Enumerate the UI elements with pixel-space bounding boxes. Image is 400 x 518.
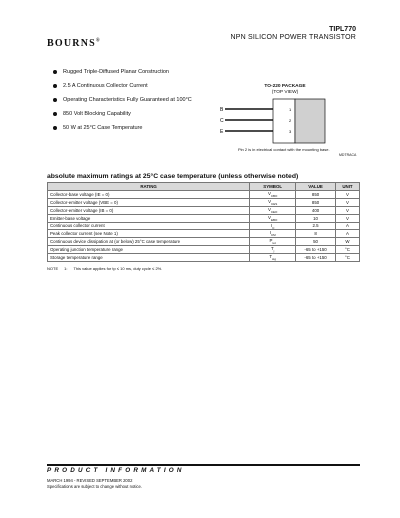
symbol-letter: V	[268, 198, 272, 204]
bullet-icon	[53, 70, 57, 74]
rating-cell: Operating junction temperature range	[48, 246, 250, 254]
package-diagram	[216, 96, 336, 146]
revision-date: MARCH 1994 - REVISED SEPTEMBER 2002	[47, 478, 133, 483]
feature-item	[53, 125, 203, 132]
part-number: TIPL770	[329, 26, 356, 33]
feature-item	[53, 83, 203, 90]
unit-cell: W	[336, 238, 360, 246]
value-cell: 10	[296, 214, 336, 222]
unit-cell: V	[336, 198, 360, 206]
table-row	[48, 214, 360, 222]
unit-cell: A	[336, 222, 360, 230]
table-row	[48, 222, 360, 230]
symbol-subscript: stg	[272, 256, 277, 261]
rating-cell: Peak collector current (see Note 1)	[48, 230, 250, 238]
symbol-cell	[250, 198, 296, 206]
logo-text: BOURNS	[47, 38, 96, 49]
symbol-cell	[250, 206, 296, 214]
feature-list	[53, 69, 203, 139]
table-row	[48, 238, 360, 246]
bourns-logo	[47, 38, 101, 49]
feature-item	[53, 69, 203, 76]
pin-number-3: 3	[289, 129, 292, 134]
drawing-code: MDTRACA	[339, 153, 357, 157]
package-body	[273, 99, 295, 143]
pin-number-2: 2	[289, 118, 292, 123]
symbol-subscript: j	[273, 249, 275, 253]
symbol-subscript: EBO	[270, 217, 278, 222]
value-cell: 850	[296, 198, 336, 206]
rating-cell: Collector-emitter voltage (IB = 0)	[48, 206, 250, 214]
package-title	[245, 84, 325, 96]
symbol-subscript: C	[272, 225, 275, 230]
symbol-cell	[250, 222, 296, 230]
part-description: NPN SILICON POWER TRANSISTOR	[230, 34, 356, 41]
package-view: (TOP VIEW)	[271, 90, 299, 95]
table-note	[47, 266, 168, 271]
unit-cell: V	[336, 206, 360, 214]
value-cell: 2.5	[296, 222, 336, 230]
symbol-letter: I	[270, 222, 273, 228]
table-row	[48, 246, 360, 254]
value-cell: 8	[296, 230, 336, 238]
registered-mark: ®	[95, 38, 101, 44]
unit-cell: °C	[336, 254, 360, 262]
value-cell: -65 to +150	[296, 246, 336, 254]
column-header-unit: UNIT	[336, 183, 360, 191]
unit-cell: A	[336, 230, 360, 238]
value-cell: -65 to +150	[296, 254, 336, 262]
symbol-subscript: CES	[271, 201, 278, 206]
value-cell: 50	[296, 238, 336, 246]
ratings-body	[48, 191, 360, 262]
rating-cell: Continuous collector current	[48, 222, 250, 230]
symbol-cell	[250, 191, 296, 199]
feature-text: 50 W at 25°C Case Temperature	[63, 125, 143, 131]
symbol-letter: T	[269, 254, 272, 259]
disclaimer: Specifications are subject to change without notice.	[47, 484, 142, 489]
unit-cell: °C	[336, 246, 360, 254]
value-cell: 400	[296, 206, 336, 214]
symbol-letter: P	[269, 238, 273, 244]
table-row	[48, 230, 360, 238]
symbol-letter: V	[267, 191, 271, 196]
rating-cell: Collector-emitter voltage (VBE = 0)	[48, 198, 250, 206]
bullet-icon	[53, 98, 57, 102]
mounting-tab	[295, 99, 325, 143]
column-header-rating: RATING	[48, 183, 250, 191]
package-note: Pin 2 is in electrical contact with the mounting base.	[238, 147, 330, 152]
symbol-letter: V	[268, 214, 271, 220]
feature-text: Rugged Triple-Diffused Planar Construction	[63, 69, 169, 75]
symbol-subscript: CBO	[270, 193, 278, 198]
rating-cell: Storage temperature range	[48, 254, 250, 262]
value-cell: 850	[296, 191, 336, 199]
symbol-subscript: CEO	[270, 209, 278, 214]
ratings-title: absolute maximum ratings at 25°C case temperature (unless otherwise noted)	[47, 173, 299, 180]
bullet-icon	[53, 84, 57, 88]
feature-text: 2.5 A Continuous Collector Current	[63, 83, 148, 89]
symbol-cell	[250, 214, 296, 222]
part-header	[230, 26, 356, 42]
symbol-letter: T	[270, 246, 274, 252]
footer-text	[47, 478, 142, 490]
column-header-value: VALUE	[296, 183, 336, 191]
bullet-icon	[53, 112, 57, 116]
table-row	[48, 254, 360, 262]
table-row	[48, 206, 360, 214]
rating-cell: Emitter-base voltage	[48, 214, 250, 222]
rating-cell: Continuous device dissipation at (or below) 25°C case temperature	[48, 238, 250, 246]
bullet-icon	[53, 126, 57, 130]
footer-rule	[47, 464, 360, 466]
unit-cell: V	[336, 191, 360, 199]
symbol-cell	[250, 246, 296, 254]
pin-label-e: E	[220, 129, 224, 135]
feature-text: 850 Volt Blocking Capability	[63, 111, 131, 117]
symbol-letter: V	[267, 206, 271, 212]
pin-label-c: C	[220, 118, 224, 124]
note-text: This value applies for tp ≤ 10 ms, duty cycle ≤ 2%.	[73, 266, 163, 271]
product-information-title: PRODUCT INFORMATION	[47, 467, 185, 474]
feature-item	[53, 97, 203, 104]
symbol-cell	[250, 238, 296, 246]
symbol-subscript: tot	[272, 241, 276, 246]
symbol-cell	[250, 230, 296, 238]
note-label: NOTE	[47, 266, 59, 271]
ratings-table	[47, 182, 360, 262]
feature-text: Operating Characteristics Fully Guaranteed at 100°C	[63, 97, 192, 103]
unit-cell: V	[336, 214, 360, 222]
column-header-symbol: SYMBOL	[250, 183, 296, 191]
table-header-row	[48, 183, 360, 191]
table-row	[48, 198, 360, 206]
symbol-letter: I	[269, 230, 271, 236]
symbol-cell	[250, 254, 296, 262]
pin-label-b: B	[220, 107, 224, 113]
rating-cell: Collector-base voltage (IE = 0)	[48, 191, 250, 199]
table-row	[48, 191, 360, 199]
note-number: 1:	[64, 266, 68, 271]
feature-item	[53, 111, 203, 118]
symbol-subscript: CM	[270, 233, 276, 238]
package-name: TO-220 PACKAGE	[264, 84, 306, 89]
pin-number-1: 1	[289, 107, 292, 112]
